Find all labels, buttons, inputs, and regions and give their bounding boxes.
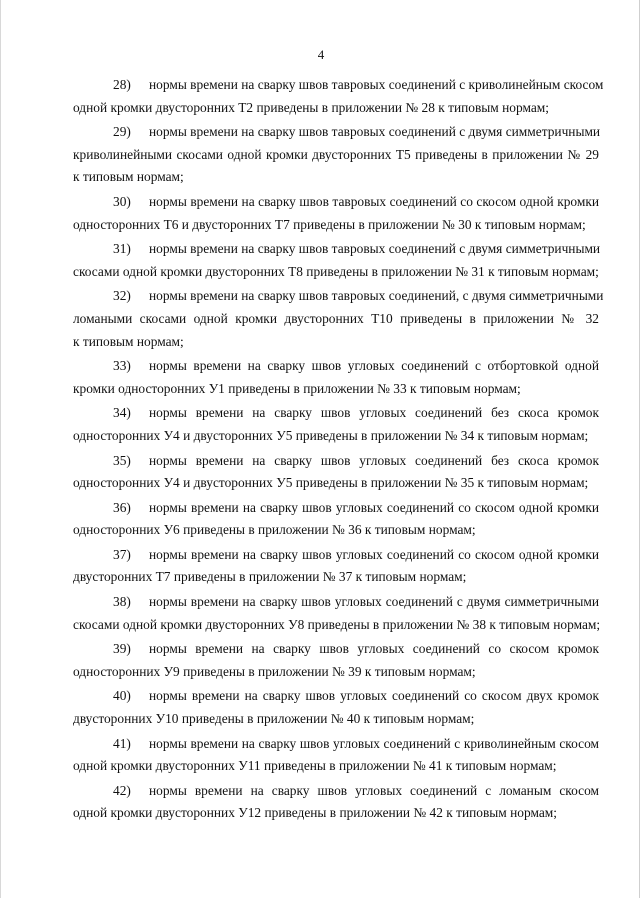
list-item-text: двусторонних У10 приведены в приложении № 40 к типовым нормам; [73, 711, 475, 727]
list-item-number: 34) [113, 405, 131, 421]
list-item-line [73, 661, 599, 684]
list-item-text: одной кромки двусторонних Т2 приведены в приложении № 28 к типовым нормам; [73, 99, 549, 115]
list-item-line [73, 780, 599, 803]
list-item-text: нормы времени на сварку швов тавровых соединений со скосом одной кромки [149, 193, 599, 209]
list-item-number: 35) [113, 452, 131, 468]
list-item-line [73, 238, 599, 261]
list-item-text: односторонних У6 приведены в приложении № 36 к типовым нормам; [73, 522, 476, 538]
list-item-text: к типовым нормам; [73, 333, 184, 349]
list-item-number: 37) [113, 546, 131, 562]
list-item-text: нормы времени на сварку швов угловых соединений со скосом двух кромок [149, 688, 599, 704]
list-item-number: 28) [113, 77, 131, 92]
list-item-line [73, 378, 599, 401]
list-item [73, 402, 599, 447]
list-item-line [73, 708, 599, 731]
list-item-text: одной кромки двусторонних У11 приведены в приложении № 41 к типовым нормам; [73, 758, 557, 774]
list-item-text: нормы времени на сварку швов угловых соединений без скоса кромок [149, 405, 599, 421]
list-item-line [73, 402, 599, 425]
list-item-text: нормы времени на сварку швов угловых соединений с криволинейным скосом [149, 735, 599, 751]
list-item-text: нормы времени на сварку швов тавровых соединений с двумя симметричными [149, 124, 601, 140]
list-item-number: 41) [113, 735, 131, 751]
list-item-line [73, 802, 599, 825]
list-item [73, 591, 599, 636]
list-item-number: 42) [113, 782, 131, 798]
list-item-line [73, 566, 599, 589]
list-item-line [73, 425, 599, 448]
list-item-line [73, 355, 599, 378]
list-item [73, 285, 604, 353]
list-item-line [73, 755, 599, 778]
list-item-line [73, 685, 599, 708]
list-item [73, 121, 599, 189]
list-item-text: нормы времени на сварку швов тавровых соединений с криволинейным скосом [149, 77, 604, 92]
list-item-line [73, 472, 599, 495]
list-item-line [73, 97, 599, 120]
list-item [73, 780, 599, 825]
list-item-number: 30) [113, 193, 131, 209]
page-number: 4 [317, 47, 325, 62]
list-item [73, 733, 599, 778]
list-item-text: двусторонних Т7 приведены в приложении № 37 к типовым нормам; [73, 569, 467, 585]
list-item [73, 74, 604, 119]
list-item [73, 355, 599, 400]
list-item-line [73, 144, 599, 167]
list-item-text: односторонних У9 приведены в приложении № 39 к типовым нормам; [73, 663, 476, 679]
list-item-text: односторонних У4 и двусторонних У5 приведены в приложении № 35 к типовым нормам; [73, 475, 589, 491]
list-item-text: кромки односторонних У1 приведены в приложении № 33 к типовым нормам; [73, 380, 521, 396]
list-item [73, 497, 599, 542]
list-item-text: нормы времени на сварку швов угловых соединений с отбортовкой одной [149, 358, 599, 374]
list-item-line [73, 191, 599, 214]
list-item-line [73, 214, 599, 237]
list-item-text: нормы времени на сварку швов угловых соединений со скосом одной кромки [149, 546, 599, 562]
list-item-text: нормы времени на сварку швов угловых соединений без скоса кромок [149, 452, 599, 468]
list-item-number: 36) [113, 499, 131, 515]
list-item-line [73, 544, 599, 567]
norms-list [73, 74, 604, 827]
list-item-number: 33) [113, 358, 131, 374]
list-item-line [73, 285, 604, 308]
list-item-text: нормы времени на сварку швов угловых соединений со скосом кромок [149, 641, 599, 657]
list-item-text: ломаными скосами одной кромки двусторонних Т10 приведены в приложении № 32 [73, 310, 599, 326]
list-item-line [73, 261, 599, 284]
list-item-text: одной кромки двусторонних У12 приведены в приложении № 42 к типовым нормам; [73, 805, 557, 821]
list-item-line [73, 519, 599, 542]
list-item-line [73, 733, 599, 756]
list-item-number: 39) [113, 641, 131, 657]
list-item-number: 40) [113, 688, 131, 704]
list-item [73, 191, 599, 236]
list-item-line [73, 121, 599, 144]
list-item-line [73, 331, 599, 354]
list-item-number: 29) [113, 124, 131, 140]
list-item-line [73, 166, 599, 189]
list-item-text: к типовым нормам; [73, 169, 184, 185]
list-item [73, 238, 599, 283]
list-item-text: нормы времени на сварку швов тавровых соединений с двумя симметричными [149, 241, 601, 257]
list-item-line [73, 591, 599, 614]
list-item-text: криволинейными скосами одной кромки двусторонних Т5 приведены в приложении № 29 [73, 146, 599, 162]
list-item-text: скосами одной кромки двусторонних Т8 приведены в приложении № 31 к типовым нормам; [73, 263, 599, 279]
list-item-line [73, 638, 599, 661]
list-item [73, 638, 599, 683]
list-item-line [73, 74, 604, 97]
list-item [73, 685, 599, 730]
list-item-text: нормы времени на сварку швов угловых соединений с двумя симметричными [149, 594, 599, 610]
list-item-text: односторонних Т6 и двусторонних Т7 приведены в приложении № 30 к типовым нормам; [73, 216, 586, 232]
list-item-line [73, 308, 599, 331]
list-item [73, 544, 599, 589]
list-item-line [73, 614, 599, 637]
list-item-text: нормы времени на сварку швов угловых соединений с ломаным скосом [149, 782, 599, 798]
list-item-line [73, 497, 599, 520]
list-item-line [73, 450, 599, 473]
list-item-number: 31) [113, 241, 131, 257]
list-item-text: односторонних У4 и двусторонних У5 приведены в приложении № 34 к типовым нормам; [73, 427, 589, 443]
list-item [73, 450, 599, 495]
list-item-number: 38) [113, 594, 131, 610]
list-item-number: 32) [113, 288, 131, 304]
list-item-text: скосами одной кромки двусторонних У8 приведены в приложении № 38 к типовым нормам; [73, 616, 601, 632]
list-item-text: нормы времени на сварку швов тавровых соединений, с двумя симметричными [149, 288, 604, 304]
list-item-text: нормы времени на сварку швов угловых соединений со скосом одной кромки [149, 499, 599, 515]
